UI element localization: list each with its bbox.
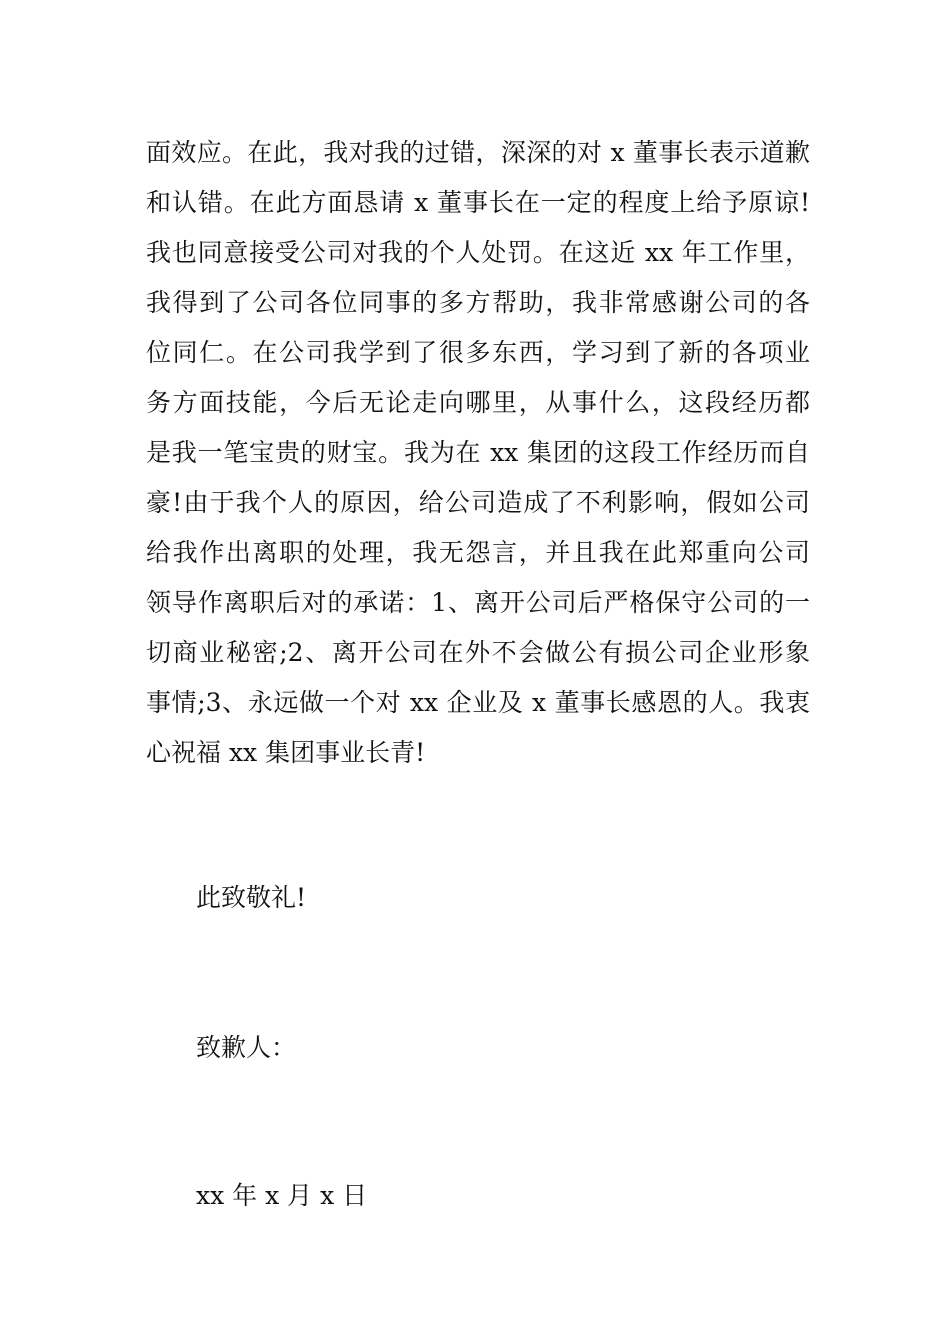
body-line: 切商业秘密;2、离开公司在外不会做公有损公司企业形象 (146, 638, 810, 667)
closing-salutation: 此致敬礼! (196, 883, 307, 912)
body-line: 豪!由于我个人的原因，给公司造成了不利影响，假如公司 (146, 488, 810, 517)
body-line: 领导作离职后对的承诺：1、离开公司后严格保守公司的一 (146, 588, 810, 617)
signer-label: 致歉人： (196, 1033, 297, 1062)
body-line: 我得到了公司各位同事的多方帮助，我非常感谢公司的各 (146, 288, 810, 317)
letter-date: xx 年 x 月 x 日 (196, 1181, 368, 1210)
body-line: 给我作出离职的处理，我无怨言，并且我在此郑重向公司 (146, 538, 810, 567)
body-line: 和认错。在此方面恳请 x 董事长在一定的程度上给予原谅! (146, 188, 810, 217)
body-line: 面效应。在此，我对我的过错，深深的对 x 董事长表示道歉 (146, 138, 810, 167)
body-line: 心祝福 xx 集团事业长青! (146, 738, 426, 767)
body-line: 我也同意接受公司对我的个人处罚。在这近 xx 年工作里， (146, 238, 810, 267)
letter-body (146, 128, 810, 778)
body-line: 事情;3、永远做一个对 xx 企业及 x 董事长感恩的人。我衷 (146, 688, 810, 717)
body-line: 是我一笔宝贵的财宝。我为在 xx 集团的这段工作经历而自 (146, 438, 810, 467)
body-line: 务方面技能，今后无论走向哪里，从事什么，这段经历都 (146, 388, 810, 417)
body-line: 位同仁。在公司我学到了很多东西，学习到了新的各项业 (146, 338, 810, 367)
